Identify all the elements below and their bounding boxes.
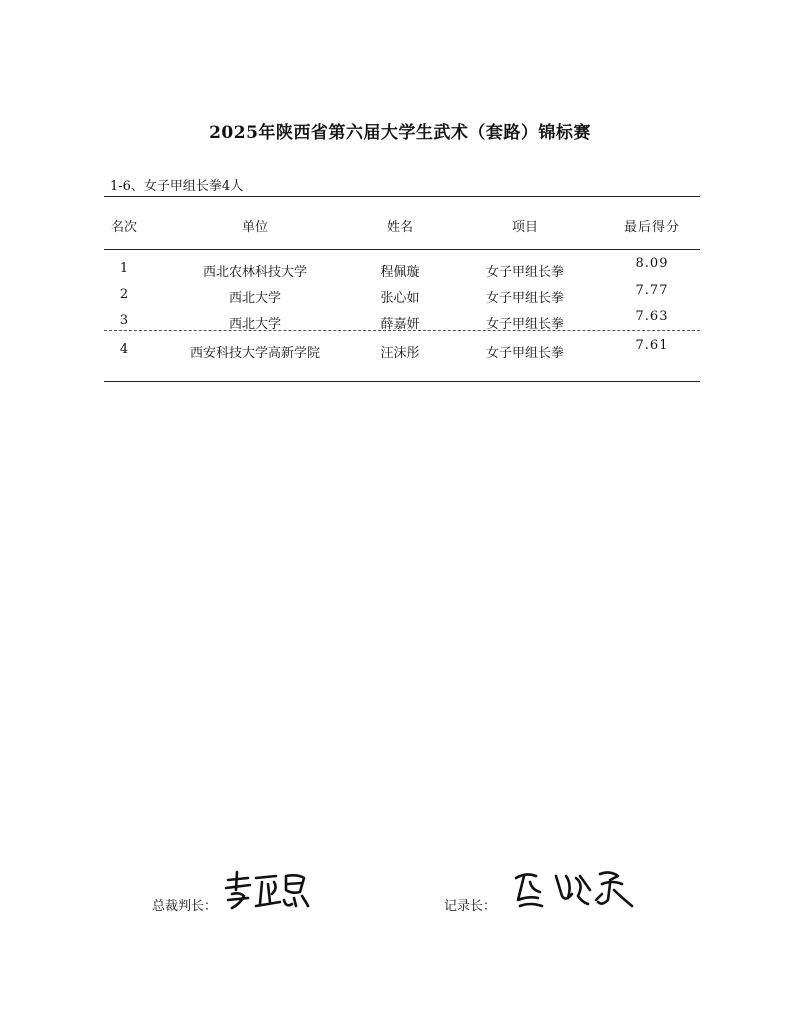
row-1-name: 程佩璇 [380,265,420,280]
row-3-event: 女子甲组长拳 [485,317,564,332]
header-name: 姓名 [386,220,413,235]
table-top-rule [104,196,700,197]
qualification-cutoff-line [104,330,700,331]
row-4-rank: 4 [119,342,129,357]
row-2-score: 7.77 [635,283,669,298]
chief-referee-signature [222,868,312,914]
row-4-score: 7.61 [635,338,669,353]
table-bottom-rule [104,381,700,382]
row-3-score: 7.63 [635,309,669,324]
row-3-name: 薛嘉妍 [380,317,420,332]
row-3-rank: 3 [119,313,129,328]
header-score: 最后得分 [623,220,680,235]
row-1-unit: 西北农林科技大学 [202,265,307,280]
row-2-rank: 2 [119,287,129,302]
row-1-rank: 1 [119,261,129,276]
chief-referee-label: 总裁判长： [152,899,218,914]
row-4-event: 女子甲组长拳 [485,346,564,361]
row-2-event: 女子甲组长拳 [485,291,564,306]
document-title: 2025年陕西省第六届大学生武术（套路）锦标赛 [209,123,591,143]
row-2-unit: 西北大学 [228,291,281,306]
row-3-unit: 西北大学 [228,317,281,332]
row-4-unit: 西安科技大学高新学院 [189,346,320,361]
row-1-event: 女子甲组长拳 [485,265,564,280]
row-2-name: 张心如 [380,291,420,306]
event-label: 1-6、女子甲组长拳4人 [110,179,244,194]
row-1-score: 8.09 [635,256,669,271]
recorder-label: 记录长： [444,899,497,914]
header-event: 项目 [511,220,538,235]
header-rank: 名次 [110,220,137,235]
header-unit: 单位 [241,220,268,235]
recorder-signature [510,866,638,912]
row-4-name: 汪沫彤 [380,346,420,361]
table-header-rule [104,249,700,250]
